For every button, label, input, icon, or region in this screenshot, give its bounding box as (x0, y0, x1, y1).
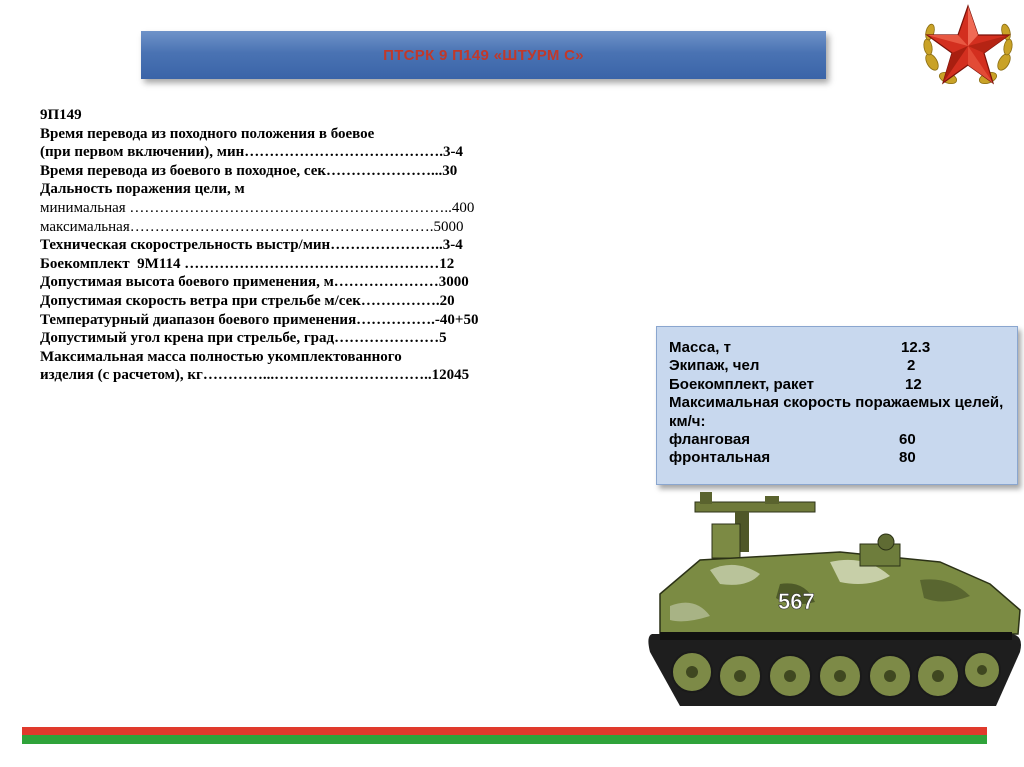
page-title: ПТСРК 9 П149 «ШТУРМ С» (383, 46, 584, 64)
front-label: фронтальная (669, 449, 771, 467)
title-banner (141, 31, 826, 79)
spec-line: (при первом включении), мин………………………………….3-4 (40, 144, 464, 161)
spec-line: Время перевода из походного положения в боевое (40, 125, 375, 142)
ammo-row (669, 376, 1009, 394)
spec-line: Боекомплект 9М114 ……………………………………………12 (40, 255, 455, 272)
front-row (669, 449, 1009, 467)
spec-line: Температурный диапазон боевого применения…………….-40+50 (40, 311, 479, 328)
spec-line: Допустимая скорость ветра при стрельбе м/сек…………….20 (40, 292, 455, 309)
front-value: 80 (899, 449, 916, 467)
spec-line: изделия (с расчетом), кг…………...…………………………..12045 (40, 367, 470, 384)
crew-row (669, 357, 1009, 375)
ammo-label: Боекомплект, ракет (669, 375, 814, 393)
mass-row (669, 339, 1009, 357)
mass-value: 12.3 (901, 339, 931, 356)
spec-line: Техническая скорострельность выстр/мин…………………..3-4 (40, 237, 463, 254)
specifications-list (40, 106, 640, 385)
flank-value: 60 (899, 430, 916, 448)
flank-row (669, 431, 1009, 449)
spec-line: 9П149 (40, 107, 82, 123)
vehicle-illustration (640, 484, 1024, 720)
crew-label: Экипаж, чел (669, 357, 760, 375)
summary-box (656, 326, 1018, 485)
speed-heading: Максимальная скорость поражаемых целей, км/ч: (669, 394, 1004, 430)
spec-line: максимальная…………………………………………………….5000 (40, 218, 464, 235)
crew-value: 2 (907, 357, 916, 375)
mass-label: Масса, т (669, 339, 731, 356)
spec-line: минимальная ………………………………………………………..400 (40, 199, 475, 216)
spec-line: Дальность поражения цели, м (40, 181, 245, 198)
spec-line: Допустимый угол крена при стрельбе, град…………………5 (40, 330, 447, 347)
spec-line: Время перевода из боевого в походное, сек…………………...30 (40, 162, 458, 179)
vehicle-number: 567 (778, 589, 815, 614)
red-star-emblem-icon (920, 2, 1016, 90)
flank-label: фланговая (669, 430, 751, 448)
bottom-stripe-red (22, 727, 987, 735)
ammo-value: 12 (905, 375, 922, 393)
spec-line: Максимальная масса полностью укомплектованного (40, 348, 402, 365)
spec-line: Допустимая высота боевого применения, м…………………3000 (40, 274, 469, 291)
bottom-stripe-green (22, 735, 987, 744)
